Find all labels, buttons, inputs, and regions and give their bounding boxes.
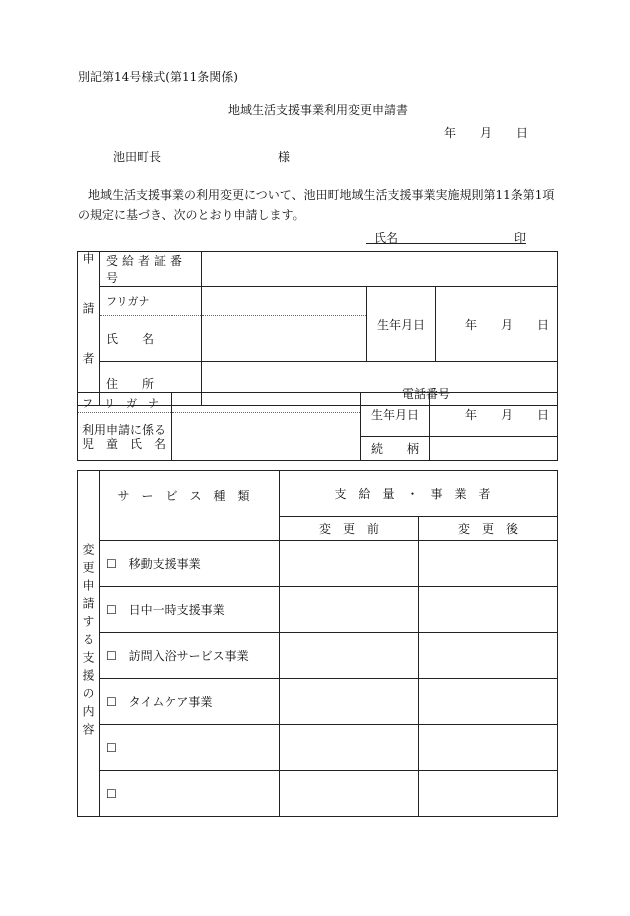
checkbox-4[interactable]: ☐ [106,695,117,709]
changes-table [77,470,558,817]
child-name-label: 利用申請に係る 児 童 氏 名 [78,413,172,461]
checkbox-2[interactable]: ☐ [106,603,117,617]
before-header: 変 更 前 [280,517,419,541]
service-row-5[interactable] [100,725,280,771]
checkbox-1[interactable]: ☐ [106,557,117,571]
applicant-side-label: 申請者 [78,252,100,406]
child-birth-field[interactable]: 年 月 日 [430,393,558,437]
service-row-2[interactable]: ☐ 日中一時支援事業 [100,587,280,633]
address-label: 住 所 [100,362,202,406]
name-label: 氏 名 [100,316,202,362]
birth-date-field[interactable]: 年 月 日 [436,287,558,362]
form-title: 地域生活支援事業利用変更申請書 [228,103,409,117]
after-field-1[interactable] [419,541,558,587]
relation-label: 続 柄 [361,437,430,461]
recipient-honorific: 様 [278,150,291,164]
applicant-table [77,251,558,406]
relation-field[interactable] [430,437,558,461]
checkbox-5[interactable]: ☐ [106,740,117,755]
furigana-field[interactable] [202,287,367,316]
service-row-1[interactable]: ☐ 移動支援事業 [100,541,280,587]
phone-label: 電話番号 [402,387,451,401]
child-name-field[interactable] [172,413,361,461]
cert-number-label: 受給者証番号 [100,252,202,287]
after-header: 変 更 後 [419,517,558,541]
child-furigana-label: フ リ ガ ナ [78,393,172,413]
changes-side-label: 変更申請する支援の内容 [78,471,100,817]
signer-underline [366,243,526,244]
after-field-2[interactable] [419,587,558,633]
child-table [77,392,558,461]
child-birth-label: 生年月日 [361,393,430,437]
seal-mark: 印 [514,231,527,245]
body-text-line2: の規定に基づき、次のとおり申請します。 [78,208,305,222]
cert-number-field[interactable] [202,252,558,287]
before-field-2[interactable] [280,587,419,633]
signer-label: 氏名 [374,231,399,245]
after-field-6[interactable] [419,771,558,817]
name-field[interactable] [202,316,367,362]
checkbox-6[interactable]: ☐ [106,786,117,801]
furigana-label: フリガナ [100,287,202,316]
before-field-5[interactable] [280,725,419,771]
service-row-3[interactable]: ☐ 訪問入浴サービス事業 [100,633,280,679]
after-field-3[interactable] [419,633,558,679]
birth-label: 生年月日 [367,287,436,362]
after-field-5[interactable] [419,725,558,771]
before-field-4[interactable] [280,679,419,725]
body-text-line1: 地域生活支援事業の利用変更について、池田町地域生活支援事業実施規則第11条第1項 [88,188,555,202]
service-type-header: サービス種類 [100,471,280,541]
before-field-3[interactable] [280,633,419,679]
service-row-4[interactable]: ☐ タイムケア事業 [100,679,280,725]
form-number: 別記第14号様式(第11条関係) [78,70,238,84]
child-furigana-field[interactable] [172,393,361,413]
recipient-name: 池田町長 [113,150,162,164]
application-date: 年 月 日 [444,126,529,140]
checkbox-3[interactable]: ☐ [106,649,117,663]
before-field-6[interactable] [280,771,419,817]
after-field-4[interactable] [419,679,558,725]
service-row-6[interactable] [100,771,280,817]
before-field-1[interactable] [280,541,419,587]
amount-provider-header: 支給量・事業者 [280,471,558,517]
